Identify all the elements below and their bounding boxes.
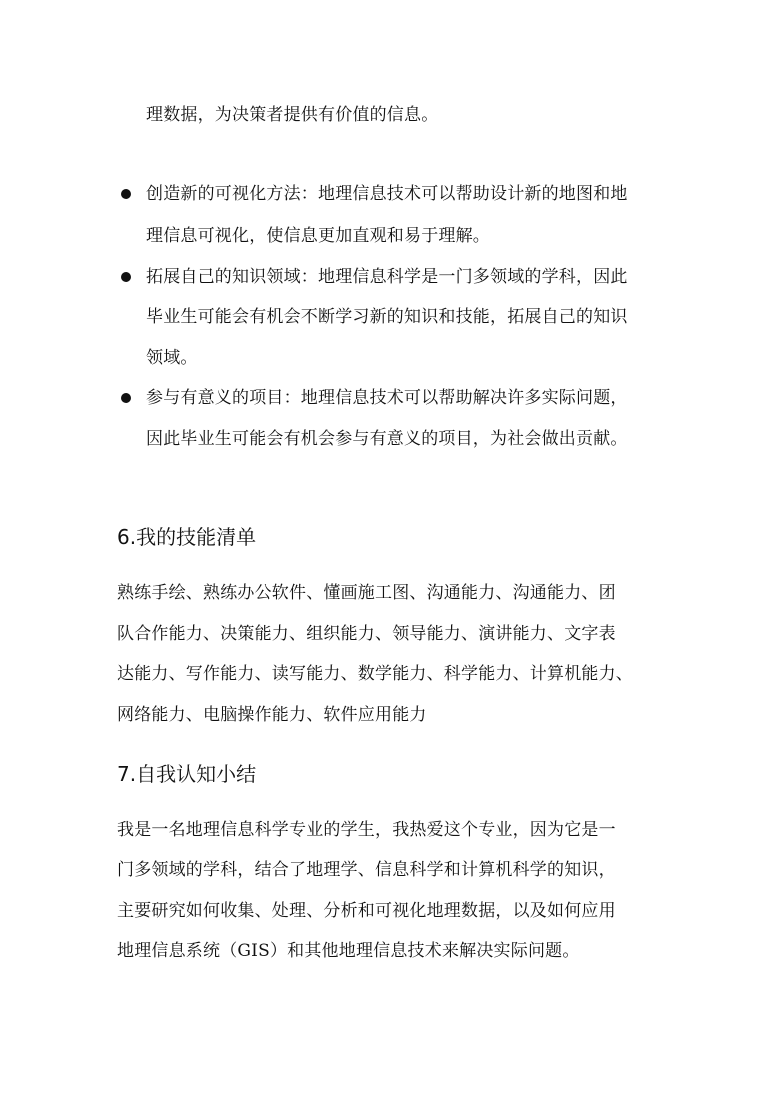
paragraph-line: 熟练手绘、熟练办公软件、懂画施工图、沟通能力、沟通能力、团	[117, 583, 616, 603]
section-heading-self-summary: 7.自我认知小结	[117, 762, 257, 786]
list-item-line: 拓展自己的知识领域：地理信息科学是一门多领域的学科，因此	[146, 267, 628, 287]
paragraph-line: 网络能力、电脑操作能力、软件应用能力	[117, 705, 427, 725]
paragraph-line: 达能力、写作能力、读写能力、数学能力、科学能力、计算机能力、	[117, 664, 633, 684]
list-item-line: 因此毕业生可能会有机会参与有意义的项目，为社会做出贡献。	[146, 429, 628, 449]
continued-paragraph-line: 理数据，为决策者提供有价值的信息。	[146, 105, 439, 125]
list-item-line: 理信息可视化，使信息更加直观和易于理解。	[146, 226, 490, 246]
list-item-line: 参与有意义的项目：地理信息技术可以帮助解决许多实际问题，	[146, 388, 628, 408]
paragraph-line: 门多领域的学科，结合了地理学、信息科学和计算机科学的知识，	[117, 860, 616, 880]
list-item-line: 创造新的可视化方法：地理信息技术可以帮助设计新的地图和地	[146, 184, 628, 204]
paragraph-line: 地理信息系统（GIS）和其他地理信息技术来解决实际问题。	[117, 941, 580, 961]
paragraph-line: 队合作能力、决策能力、组织能力、领导能力、演讲能力、文字表	[117, 624, 616, 644]
paragraph-line: 我是一名地理信息科学专业的学生，我热爱这个专业，因为它是一	[117, 820, 616, 840]
paragraph-line: 主要研究如何收集、处理、分析和可视化地理数据，以及如何应用	[117, 901, 616, 921]
bullet-icon	[121, 393, 131, 403]
bullet-icon	[121, 189, 131, 199]
bullet-icon	[121, 272, 131, 282]
section-heading-skills: 6.我的技能清单	[117, 525, 257, 549]
list-item-line: 领域。	[146, 348, 198, 368]
list-item-line: 毕业生可能会有机会不断学习新的知识和技能，拓展自己的知识	[146, 307, 628, 327]
